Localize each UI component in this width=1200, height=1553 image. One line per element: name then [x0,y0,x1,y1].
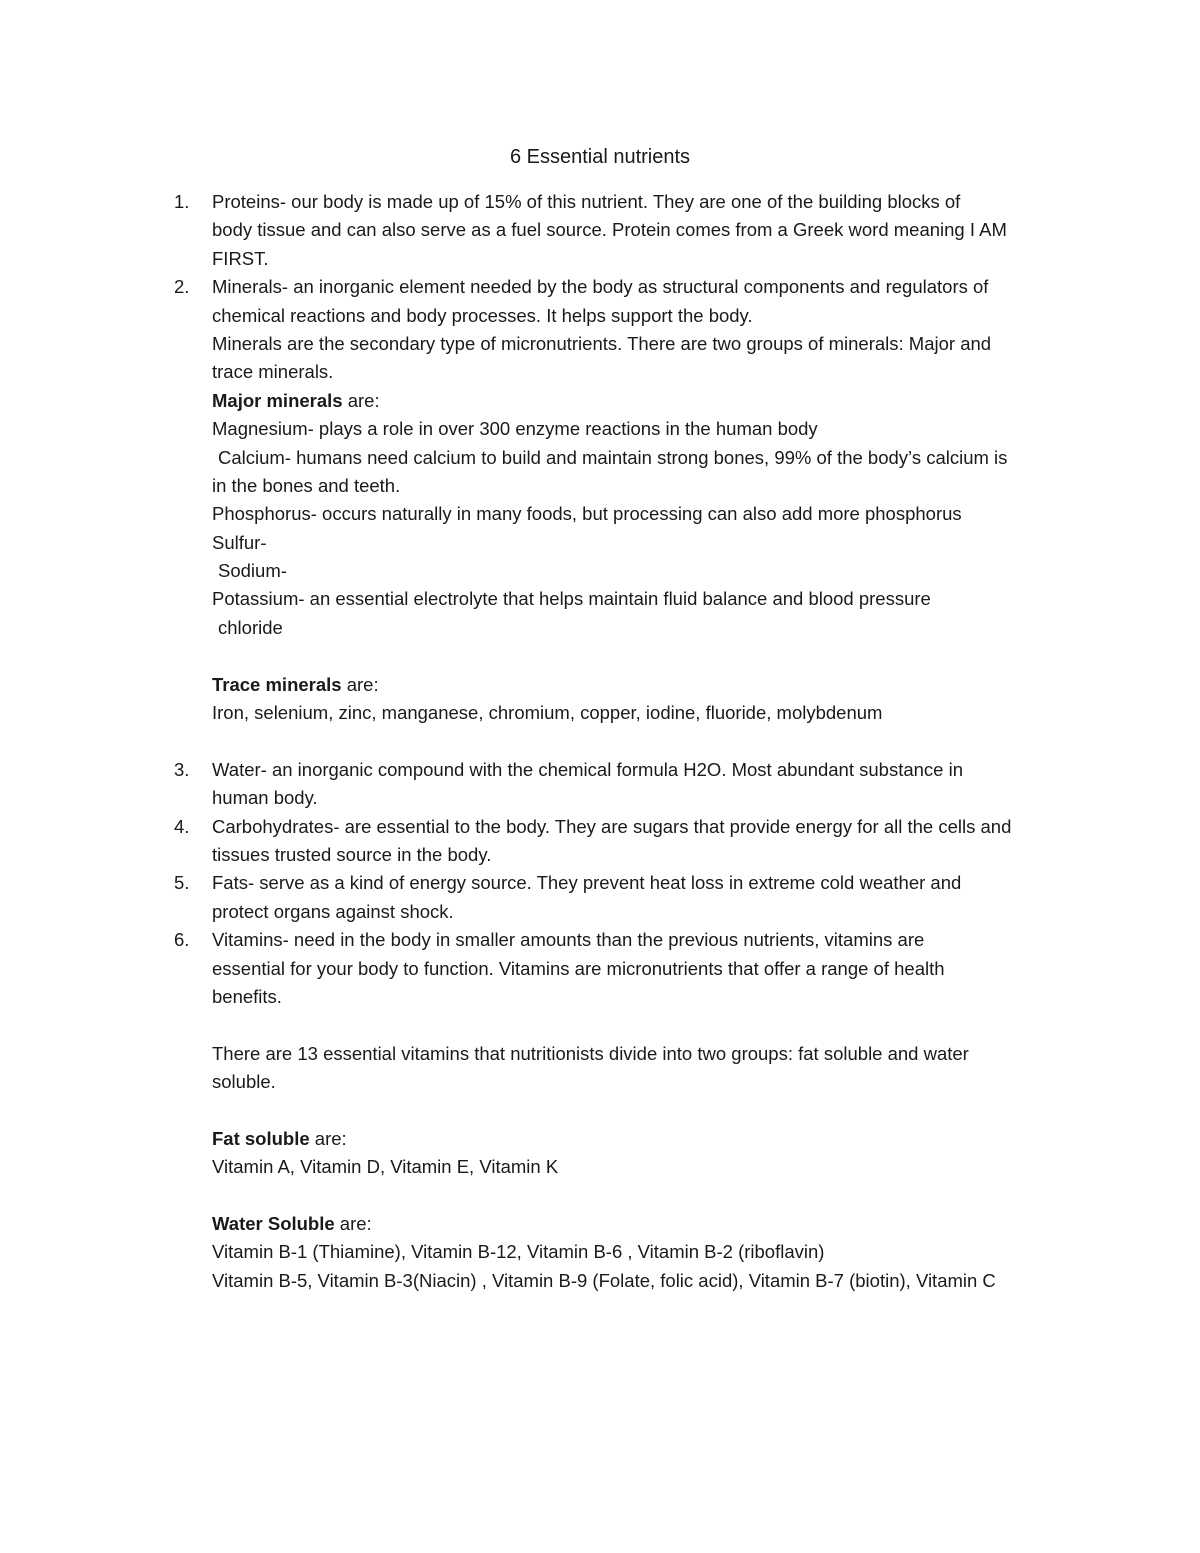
list-number: 1. [174,191,190,212]
heading-bold: Major minerals [212,389,343,411]
mineral-sodium: Sodium- [218,560,287,582]
heading-bold: Fat soluble [212,1127,310,1149]
list-item-carbohydrates [174,813,1072,841]
water-soluble-list: Vitamin B-1 (Thiamine), Vitamin B-12, Vitamin B-6 , Vitamin B-2 (riboflavin) [212,1241,825,1263]
list-text: Carbohydrates- are essential to the body. They are sugars that provide energy for all the cells and [212,815,1012,837]
text-line: tissues trusted source in the body. [212,843,492,865]
spacer [212,1182,1072,1210]
list-item-proteins [174,188,1072,216]
text-line: human body. [212,787,318,809]
mineral-phosphorus: Phosphorus- occurs naturally in many foods, but processing can also add more phosphorus [212,503,962,525]
heading-suffix: are: [334,1213,372,1235]
heading-bold: Trace minerals [212,673,342,695]
list-number: 5. [174,872,190,894]
heading-suffix: are: [341,673,379,695]
text-line: essential for your body to function. Vitamins are micronutrients that offer a range of health [212,957,945,979]
text-line: soluble. [212,1071,276,1093]
text-line: Minerals are the secondary type of micronutrients. There are two groups of minerals: Major and [212,332,992,354]
trace-minerals-list: Iron, selenium, zinc, manganese, chromium, copper, iodine, fluoride, molybdenum [212,702,883,724]
mineral-calcium: Calcium- humans need calcium to build and maintain strong bones, 99% of the body’s calcium is [218,446,1008,468]
text-line: body tissue and can also serve as a fuel source. Protein comes from a Greek word meaning I AM [212,219,1007,241]
text-line: chemical reactions and body processes. It helps support the body. [212,304,753,326]
list-item-minerals [174,273,1072,301]
list-text: Water- an inorganic compound with the chemical formula H2O. Most abundant substance in [212,758,964,780]
list-number: 2. [174,276,190,298]
list-text: Fats- serve as a kind of energy source. They prevent heat loss in extreme cold weather and [212,872,962,894]
mineral-sulfur: Sulfur- [212,531,267,553]
list-item-water [174,756,1072,784]
list-item-vitamins [174,926,1072,954]
list-text: Proteins- our body is made up of 15% of this nutrient. They are one of the building blocks of [212,191,961,212]
spacer [212,1011,1072,1039]
document-body [174,188,1072,1295]
list-item-fats [174,869,1072,897]
fat-soluble-list: Vitamin A, Vitamin D, Vitamin E, Vitamin K [212,1156,559,1178]
water-soluble-heading [212,1210,1072,1238]
list-text: Minerals- an inorganic element needed by the body as structural components and regulators of [212,276,989,298]
text-line: FIRST. [212,247,269,269]
heading-suffix: are: [309,1127,347,1149]
list-number: 4. [174,815,190,837]
text-line: trace minerals. [212,361,334,383]
fat-soluble-heading [212,1125,1072,1153]
list-number: 3. [174,758,190,780]
water-soluble-list: Vitamin B-5, Vitamin B-3(Niacin) , Vitamin B-9 (Folate, folic acid), Vitamin B-7 (biotin), Vitamin C [212,1269,996,1291]
trace-minerals-heading [212,671,1072,699]
heading-bold: Water Soluble [212,1213,335,1235]
text-line: in the bones and teeth. [212,474,401,496]
heading-suffix: are: [342,389,380,411]
text-line: protect organs against shock. [212,900,454,922]
spacer [212,1097,1072,1125]
vitamin-groups-text: There are 13 essential vitamins that nutritionists divide into two groups: fat soluble and water [212,1042,969,1064]
list-number: 6. [174,929,190,951]
major-minerals-heading [212,387,1072,415]
spacer [212,642,1072,670]
list-text: Vitamins- need in the body in smaller amounts than the previous nutrients, vitamins are [212,929,925,951]
document-title: 6 Essential nutrients [509,146,691,168]
mineral-potassium: Potassium- an essential electrolyte that helps maintain fluid balance and blood pressure [212,588,931,610]
mineral-magnesium: Magnesium- plays a role in over 300 enzyme reactions in the human body [212,418,818,440]
text-line: benefits. [212,985,282,1007]
spacer [212,727,1072,755]
mineral-chloride: chloride [218,616,283,638]
